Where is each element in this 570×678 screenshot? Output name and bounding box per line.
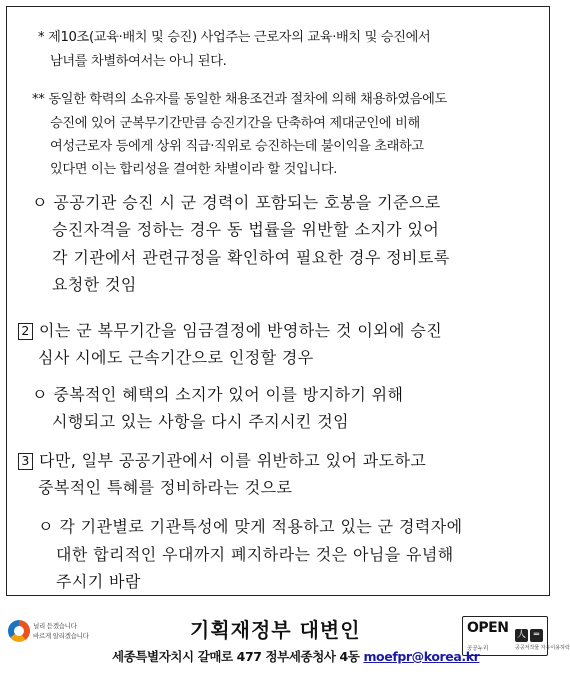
note1-line2: 남녀를 차별하여서는 아니 된다.: [50, 54, 227, 69]
address-line: [112, 647, 479, 665]
para2-line1: ㅇ 중복적인 혜택의 소지가 있어 이를 방지하기 위해: [32, 385, 404, 404]
para3-line2: 대한 합리적인 우대까지 폐지하라는 것은 아님을 유념해: [56, 545, 454, 564]
note2-line1: ** 동일한 학력의 소유자를 동일한 채용조건과 절차에 의해 채용하였음에도: [32, 92, 447, 107]
address-text: 세종특별자치시 갈매로 477 정부세종청사 4동: [112, 649, 360, 664]
item3-line1: [18, 448, 426, 471]
note2-line2: 승진에 있어 군복무기간만큼 승진기간을 단축하여 제대군인에 비해: [50, 116, 420, 131]
logo-text-2: 바르게 알리겠습니다: [33, 632, 89, 640]
open-sub-label: 공공누리: [467, 646, 489, 652]
para3-line3: 주시기 바람: [56, 572, 141, 591]
para3-line1: ㅇ 각 기관별로 기관특성에 맞게 적용하고 있는 군 경력자에: [38, 517, 463, 536]
item2-text-line1: 이는 군 복무기간을 임금결정에 반영하는 것 이외에 승진: [39, 321, 443, 340]
note2-line3: 여성근로자 등에게 상위 직급·직위로 승진하는데 불이익을 초래하고: [50, 139, 424, 154]
item3-number-box: 3: [18, 453, 33, 470]
logo-text-1: 널리 듣겠습니다: [33, 622, 77, 630]
para1-line1: ㅇ 공공기관 승진 시 군 경력이 포함되는 호봉을 기준으로: [32, 193, 441, 212]
attribution-icon: 人: [516, 630, 526, 640]
item2-line1: [18, 318, 442, 341]
open-label: OPEN: [467, 620, 509, 636]
open-sub-label-2: 공공저작물 자유이용허락: [515, 645, 570, 651]
item2-line2: 심사 시에도 근속기간으로 인정할 경우: [38, 348, 314, 367]
para1-line4: 요청한 것임: [52, 275, 137, 294]
ministry-logo: [8, 618, 98, 648]
item3-line2: 중복적인 특혜를 정비하라는 것으로: [38, 478, 293, 497]
ministry-logo-icon: [8, 620, 30, 642]
item2-number-box: 2: [18, 323, 33, 340]
item3-text-line1: 다만, 일부 공공기관에서 이를 위반하고 있어 과도하고: [39, 451, 427, 470]
license-icons: [515, 622, 545, 642]
para1-line3: 각 기관에서 관련규정을 확인하여 필요한 경우 정비토록: [52, 248, 450, 267]
note1-line1: * 제10조(교육·배치 및 승진) 사업주는 근로자의 교육·배치 및 승진에서: [38, 30, 431, 45]
open-license-badge: [462, 616, 570, 656]
para1-line2: 승진자격을 정하는 경우 동 법률을 위반할 소지가 있어: [52, 220, 440, 239]
footer: [0, 600, 570, 678]
email-link[interactable]: moefpr@korea.kr: [363, 649, 480, 664]
org-title: 기획재정부 대변인: [190, 618, 361, 642]
note2-line4: 있다면 이는 합리성을 결여한 차별이라 할 것입니다.: [50, 162, 338, 177]
para2-line2: 시행되고 있는 사항을 다시 주지시킨 것임: [52, 412, 349, 431]
no-derivatives-icon: ═: [530, 629, 543, 642]
